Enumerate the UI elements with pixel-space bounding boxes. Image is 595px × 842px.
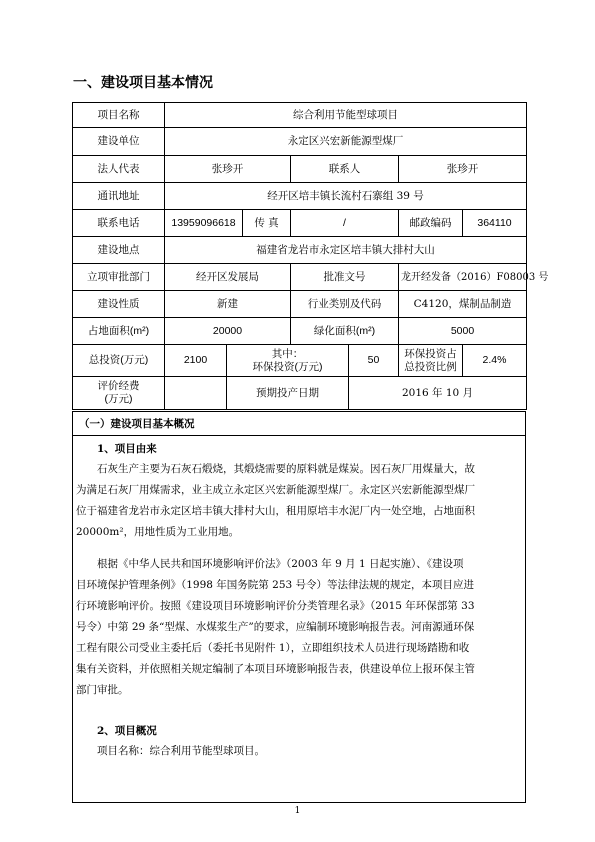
nature-value: 新建 [165, 291, 291, 318]
address-value: 经开区培丰镇长流村石寨组 39 号 [165, 183, 527, 210]
area-label: 占地面积(m²) [73, 318, 165, 345]
unit-value: 永定区兴宏新能源型煤厂 [165, 128, 527, 156]
legal-rep-value: 张珍开 [165, 156, 291, 183]
phone-value: 13959096618 [165, 210, 243, 237]
paragraph-line: 号令）中第 29 条“型煤、水煤浆生产”的要求，应编制环境影响报告表。河南源通环保 [76, 621, 475, 633]
paragraph-line: 目环境保护管理条例》（1998 年国务院第 253 号令）等法律法规的规定，本项目应进 [76, 579, 475, 591]
address-label: 通讯地址 [73, 183, 165, 210]
approval-no-label: 批准文号 [291, 264, 399, 291]
paragraph-line: 行环境影响评价。按照《建设项目环境影响评价分类管理名录》（2015 年环保部第 33 [76, 600, 475, 612]
paragraph-text: 项目名称：综合利用节能型球项目。 [97, 745, 265, 757]
env-invest-value: 50 [349, 345, 399, 377]
area-value: 20000 [165, 318, 291, 345]
page-title: 一、建设项目基本情况 [73, 75, 213, 91]
eval-fee-label-line1: 评价经费 [97, 380, 140, 392]
paragraph-text: 根据《中华人民共和国环境影响评价法》（2003 年 9 月 1 日起实施）、《建设项 [97, 558, 464, 570]
legal-rep-label: 法人代表 [73, 156, 165, 183]
subheading-overview: 2、项目概况 [97, 725, 157, 737]
paragraph-text: 石灰生产主要为石灰石煅烧，其煅烧需要的原料就是煤炭。因石灰厂用煤量大，故 [97, 463, 475, 475]
contact-label: 联系人 [291, 156, 399, 183]
unit-label: 建设单位 [73, 128, 165, 156]
green-label: 绿化面积(m²) [291, 318, 399, 345]
env-ratio-label-line2: 总投资比例 [404, 360, 457, 373]
paragraph-line: 工程有限公司受业主委托后（委托书见附件 1），立即组织技术人员进行现场踏勘和收 [76, 642, 470, 654]
postcode-value: 364110 [463, 210, 527, 237]
project-name-label: 项目名称 [73, 103, 165, 128]
env-invest-label-line1: 其中： [271, 347, 304, 360]
approval-dept-label: 立项审批部门 [73, 264, 165, 291]
paragraph-origin [76, 459, 522, 543]
industry-value: C4120，煤制品制造 [399, 291, 527, 318]
start-date-label: 预期投产日期 [227, 377, 349, 410]
phone-label: 联系电话 [73, 210, 165, 237]
contact-value: 张珍开 [399, 156, 527, 183]
location-label: 建设地点 [73, 237, 165, 264]
paragraph-area-text: 20000m²，用地性质为工业用地。 [76, 526, 240, 538]
paragraph-line: 部门审批。 [76, 684, 129, 696]
approval-no-value: 龙开经发备（2016）F08003 号 [399, 264, 527, 291]
env-ratio-value: 2.4% [463, 345, 527, 377]
nature-label: 建设性质 [73, 291, 165, 318]
env-ratio-label [399, 345, 463, 377]
env-ratio-label-line1: 环保投资占 [404, 347, 457, 360]
project-info-table [72, 102, 549, 410]
project-name-value: 综合利用节能型球项目 [165, 103, 527, 128]
industry-label: 行业类别及代码 [291, 291, 399, 318]
paragraph-line: 为满足石灰厂用煤需求，业主成立永定区兴宏新能源型煤厂。永定区兴宏新能源型煤厂 [76, 484, 475, 496]
invest-value: 2100 [165, 345, 227, 377]
paragraph-line [76, 459, 522, 480]
section-title: （一）建设项目基本概况 [79, 418, 195, 430]
paragraph-line: 集有关资料，并依照相关规定编制了本项目环境影响报告表，供建设单位上报环保主管 [76, 663, 475, 675]
paragraph-line [76, 554, 522, 575]
paragraph-line [76, 522, 522, 543]
eval-fee-label [73, 377, 165, 410]
subheading-origin: 1、项目由来 [97, 443, 157, 455]
env-invest-label-line2: 环保投资(万元) [252, 360, 323, 373]
env-invest-label [227, 345, 349, 377]
paragraph-overview [76, 741, 522, 762]
eval-fee-value [165, 377, 227, 410]
page-number: 1 [294, 806, 301, 816]
fax-label: 传 真 [243, 210, 291, 237]
eval-fee-label-line2: (万元) [104, 393, 133, 405]
section-header [72, 411, 526, 436]
paragraph-line: 位于福建省龙岩市永定区培丰镇大排村大山，租用原培丰水泥厂内一处空地，占地面积 [76, 505, 475, 517]
green-value: 5000 [399, 318, 527, 345]
fax-value: / [291, 210, 399, 237]
invest-label: 总投资(万元) [73, 345, 165, 377]
location-value: 福建省龙岩市永定区培丰镇大排村大山 [165, 237, 527, 264]
approval-dept-value: 经开区发展局 [165, 264, 291, 291]
postcode-label: 邮政编码 [399, 210, 463, 237]
start-date-value: 2016 年 10 月 [349, 377, 527, 410]
paragraph-legal-basis [76, 554, 522, 701]
